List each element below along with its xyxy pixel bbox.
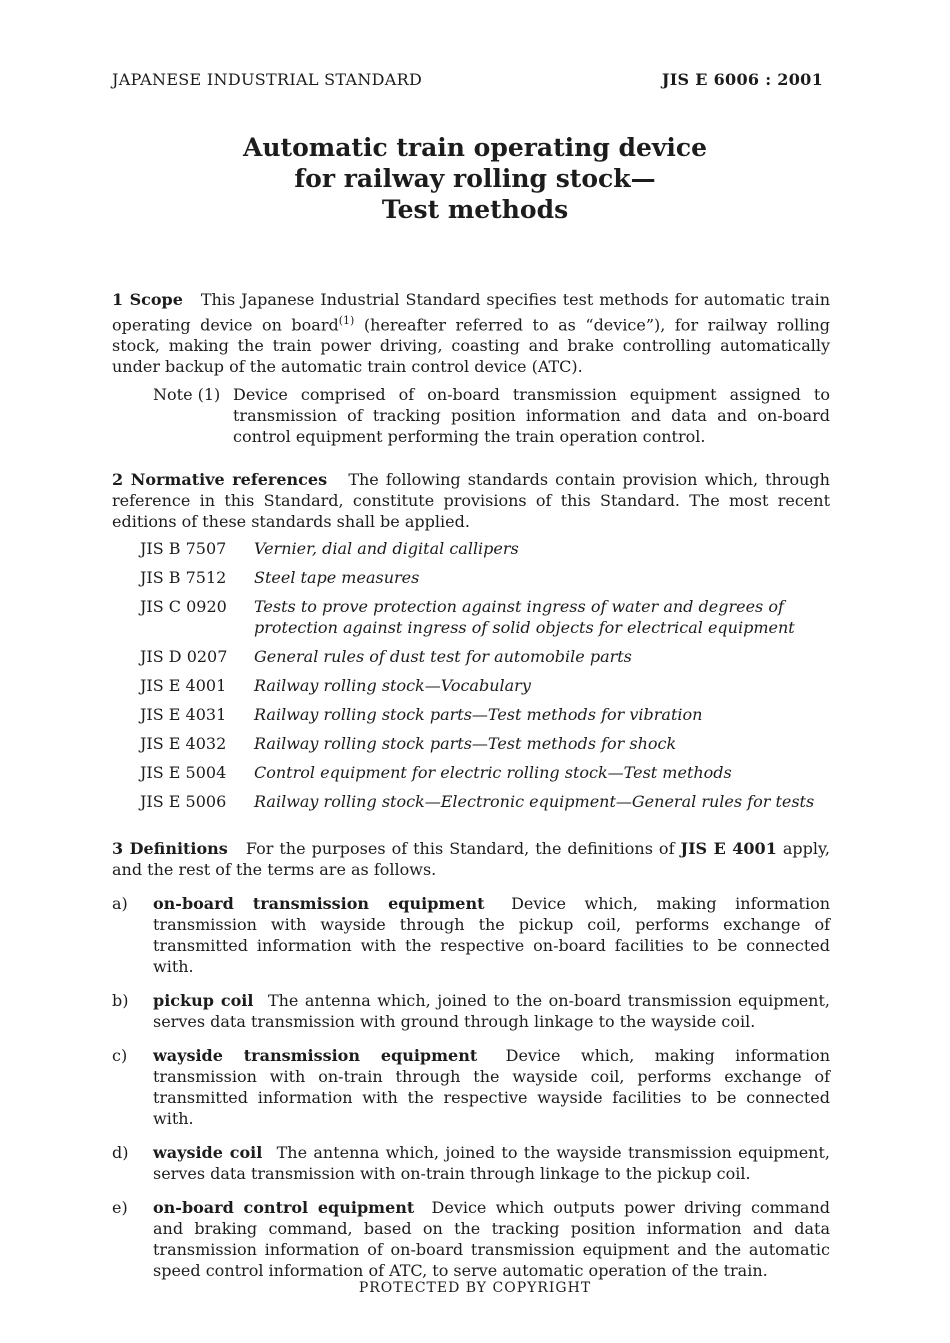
definition-label: b): [112, 991, 129, 1010]
definition-term: wayside coil: [153, 1143, 263, 1162]
reference-title: Control equipment for electric rolling stock—Test methods: [254, 763, 732, 782]
definition-list: [112, 893, 830, 1294]
definition-item: [112, 1142, 830, 1184]
definition-term: on-board transmission equipment: [153, 894, 485, 913]
title-line-2: for railway rolling stock—: [294, 164, 656, 193]
definition-label: e): [112, 1198, 128, 1217]
reference-code: JIS B 7512: [140, 568, 227, 587]
reference-title: Railway rolling stock—Vocabulary: [254, 676, 531, 695]
reference-code: JIS E 4031: [140, 705, 227, 724]
definition-item: [112, 893, 830, 977]
scope-heading: 1 Scope: [112, 290, 183, 309]
header-standard-name: JAPANESE INDUSTRIAL STANDARD: [112, 70, 423, 89]
scope-note-ref: (1): [338, 314, 355, 327]
reference-item: [140, 538, 832, 559]
definition-item: [112, 990, 830, 1032]
reference-item: [140, 791, 832, 812]
definitions-text-2: apply, and the rest of the terms are as follows.: [112, 839, 830, 879]
reference-code: JIS E 5004: [140, 763, 227, 782]
reference-item: [140, 646, 832, 667]
definitions-ref: JIS E 4001: [680, 839, 777, 858]
document-title: [0, 132, 950, 225]
definition-text: The antenna which, joined to the wayside transmission equipment, serves data transmission with on-train through linkage to the pickup coil.: [153, 1143, 830, 1183]
reference-code: JIS E 4032: [140, 734, 227, 753]
definitions-heading: 3 Definitions: [112, 839, 228, 858]
reference-item: [140, 596, 832, 638]
title-line-1: Automatic train operating device: [242, 133, 708, 162]
definition-text: The antenna which, joined to the on-board transmission equipment, serves data transmission with ground through linkage to the wayside coil.: [153, 991, 830, 1031]
definition-text: Device which, making information transmission with wayside through the pickup coil, performs exchange of transmitted information with the respective on-board facilities to be connected with.: [153, 894, 830, 976]
reference-title: Railway rolling stock—Electronic equipment—General rules for tests: [254, 792, 815, 811]
reference-list: [140, 538, 832, 820]
reference-title: Railway rolling stock parts—Test methods for vibration: [254, 705, 703, 724]
definition-term: wayside transmission equipment: [153, 1046, 478, 1065]
reference-code: JIS E 5006: [140, 792, 227, 811]
reference-item: [140, 762, 832, 783]
definition-item: [112, 1197, 830, 1281]
note-text: Device comprised of on-board transmission equipment assigned to transmission of tracking position information and data and on-board control equipment performing the train operation control.: [233, 385, 830, 446]
scope-note: [153, 384, 830, 447]
reference-item: [140, 704, 832, 725]
reference-code: JIS C 0920: [140, 597, 227, 616]
reference-title: Tests to prove protection against ingress of water and degrees of protection against ingress of solid objects for electrical equipment: [254, 597, 795, 637]
reference-title: General rules of dust test for automobile parts: [254, 647, 632, 666]
reference-title: Railway rolling stock parts—Test methods for shock: [254, 734, 677, 753]
title-line-3: Test methods: [381, 195, 569, 224]
reference-code: JIS E 4001: [140, 676, 227, 695]
definition-text: Device which outputs power driving command and braking command, based on the tracking position information and data transmission information of on-board transmission equipment and the automatic speed control information of ATC, to serve automatic operation of the train.: [153, 1198, 830, 1280]
header-standard-number: JIS E 6006 : 2001: [661, 70, 823, 89]
reference-item: [140, 567, 832, 588]
definition-term: on-board control equipment: [153, 1198, 415, 1217]
normative-heading: 2 Normative references: [112, 470, 328, 489]
scope-section: [112, 289, 830, 377]
reference-code: JIS B 7507: [140, 539, 227, 558]
definition-item: [112, 1045, 830, 1129]
definitions-text-1: For the purposes of this Standard, the definitions of: [245, 839, 675, 858]
reference-title: Steel tape measures: [254, 568, 420, 587]
scope-text-2: (hereafter referred to as “device”), for railway rolling stock, making the train power driving, coasting and brake controlling automatically under backup of the automatic train control device (ATC).: [112, 315, 830, 377]
definition-text: Device which, making information transmission with on-train through the wayside coil, performs exchange of transmitted information with the respective wayside facilities to be connected with.: [153, 1046, 830, 1128]
definition-label: a): [112, 894, 128, 913]
definitions-section: [112, 838, 830, 880]
scope-text-1: This Japanese Industrial Standard specifies test methods for automatic train operating device on board: [112, 290, 831, 335]
copyright-footer: PROTECTED BY COPYRIGHT: [358, 1280, 592, 1296]
reference-code: JIS D 0207: [140, 647, 228, 666]
definition-label: d): [112, 1143, 129, 1162]
normative-text: The following standards contain provision which, through reference in this Standard, constitute provisions of this Standard. The most recent editions of these standards shall be applied.: [112, 470, 830, 531]
definition-label: c): [112, 1046, 128, 1065]
reference-item: [140, 675, 832, 696]
normative-references-section: [112, 469, 830, 532]
reference-item: [140, 733, 832, 754]
definition-term: pickup coil: [153, 991, 254, 1010]
reference-title: Vernier, dial and digital callipers: [254, 539, 519, 558]
note-label: Note (1): [153, 385, 221, 404]
